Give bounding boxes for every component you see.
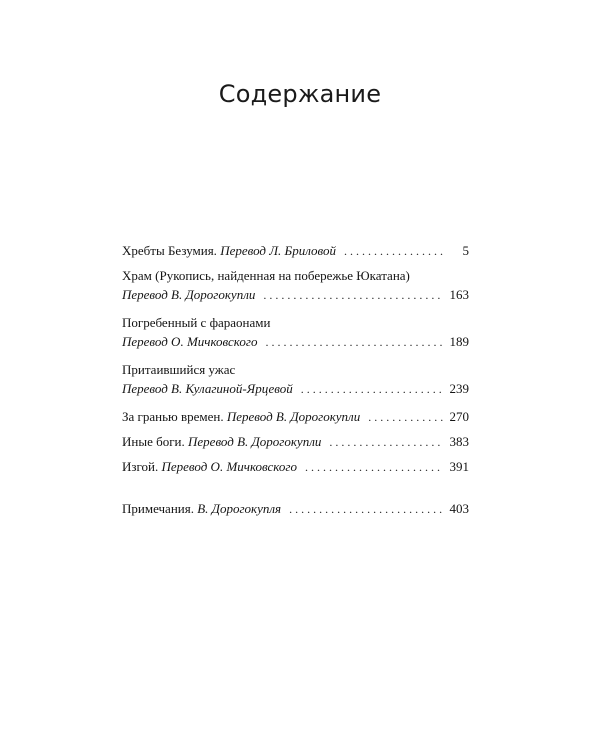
toc-entry-translator: В. Дорогокупля bbox=[197, 501, 282, 516]
dot-leader bbox=[344, 242, 443, 261]
toc-entry-page: 239 bbox=[449, 381, 469, 396]
toc-entry-the-other-gods bbox=[122, 432, 469, 452]
toc-entry-page: 189 bbox=[449, 334, 469, 349]
toc-entry-page: 163 bbox=[449, 287, 469, 302]
toc-line bbox=[122, 379, 469, 399]
page-title: Содержание bbox=[218, 80, 382, 108]
toc-entry-the-lurking-fear bbox=[122, 360, 469, 399]
toc-entry-title: Притаившийся ужас bbox=[122, 362, 236, 377]
dot-leader bbox=[305, 458, 443, 477]
toc-entry-translator: Перевод В. Дорогокупли bbox=[122, 287, 256, 302]
dot-leader bbox=[329, 433, 443, 452]
toc-entry-title: Погребенный с фараонами bbox=[122, 315, 271, 330]
toc-entry-page: 391 bbox=[449, 459, 469, 474]
toc-line bbox=[122, 457, 469, 477]
toc-line bbox=[122, 241, 469, 261]
toc-entry-title: За гранью времен. bbox=[122, 409, 224, 424]
toc-entry-title: Иные боги. bbox=[122, 434, 185, 449]
toc-entry-title: Хребты Безумия. bbox=[122, 243, 217, 258]
toc-line bbox=[122, 285, 469, 305]
toc-entry-imprisoned-with-the-pharaohs bbox=[122, 313, 469, 352]
toc-line bbox=[122, 499, 469, 519]
toc-entry-mountains-of-madness bbox=[122, 241, 469, 261]
dot-leader bbox=[289, 500, 443, 519]
toc-entry-page: 403 bbox=[449, 501, 469, 516]
toc-entry-title: Изгой. bbox=[122, 459, 159, 474]
toc-entry-page: 270 bbox=[449, 409, 469, 424]
toc-entry-page: 383 bbox=[449, 434, 469, 449]
toc-entry-page: 5 bbox=[462, 243, 469, 258]
dot-leader bbox=[368, 408, 443, 427]
toc-entry-translator: Перевод В. Дорогокупли bbox=[188, 434, 322, 449]
toc-entry-translator: Перевод В. Дорогокупли bbox=[226, 409, 361, 424]
toc-entry-translator: Перевод О. Мичковского bbox=[122, 334, 258, 349]
toc-line bbox=[122, 432, 469, 452]
dot-leader bbox=[263, 286, 443, 305]
table-of-contents bbox=[122, 241, 469, 524]
toc-line bbox=[122, 332, 469, 352]
toc-line bbox=[122, 407, 469, 427]
toc-entry-notes bbox=[122, 499, 469, 519]
toc-entry-title: Храм (Рукопись, найденная на побережье Юкатана) bbox=[122, 268, 410, 283]
toc-entry-shadow-out-of-time bbox=[122, 407, 469, 427]
toc-entry-the-outsider bbox=[122, 457, 469, 477]
toc-entry-title: Примечания. bbox=[122, 501, 194, 516]
toc-entry-the-temple bbox=[122, 266, 469, 305]
dot-leader bbox=[301, 380, 443, 399]
toc-entry-translator: Перевод Л. Бриловой bbox=[220, 243, 337, 258]
toc-entry-translator: Перевод О. Мичковского bbox=[161, 459, 297, 474]
toc-entry-translator: Перевод В. Кулагиной-Ярцевой bbox=[122, 381, 293, 396]
dot-leader bbox=[265, 333, 443, 352]
